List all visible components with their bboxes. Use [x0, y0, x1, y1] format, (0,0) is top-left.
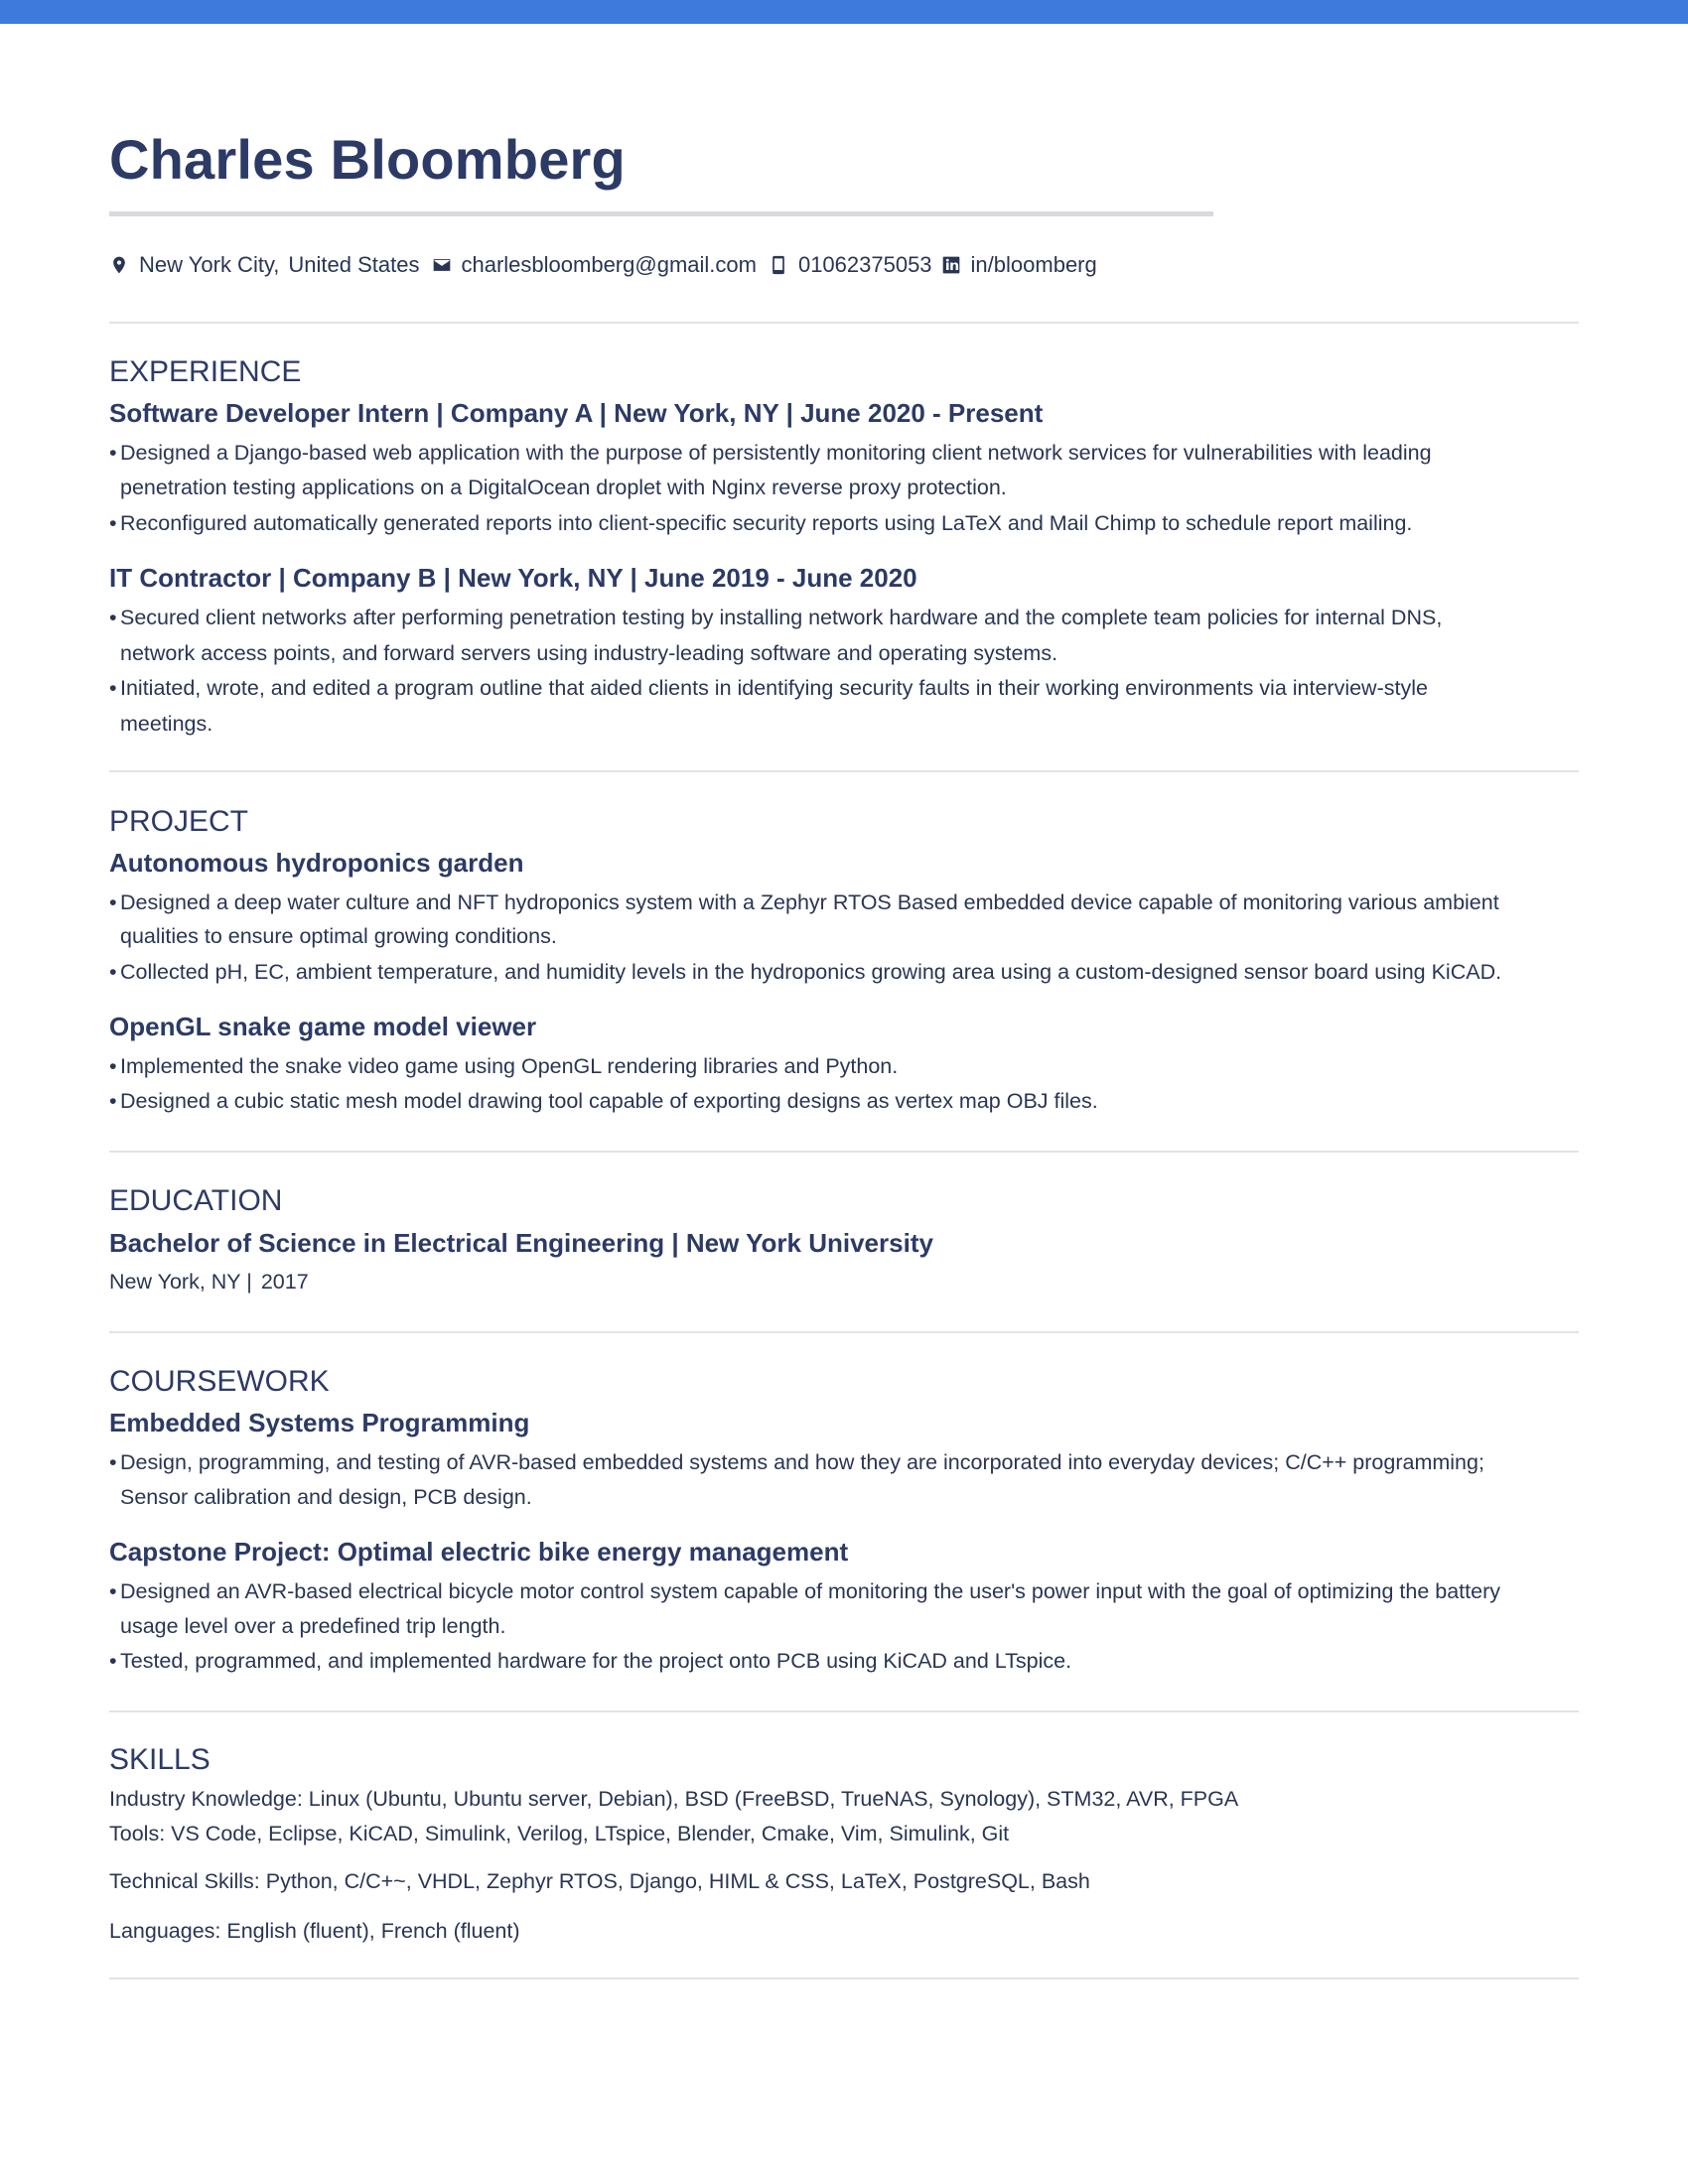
job-bullet-cont: penetration testing applications on a DigitalOcean droplet with Nginx reverse proxy protection.	[120, 476, 1007, 499]
project-bullet-cont: qualities to ensure optimal growing conditions.	[120, 924, 557, 948]
phone-number[interactable]: 01062375053	[797, 252, 932, 277]
job-bullet: • Designed a Django-based web application with the purpose of persistently monitoring client network services for vulnerabilities with leading	[120, 441, 1432, 466]
linkedin-icon	[941, 255, 961, 275]
linkedin[interactable]	[941, 252, 1097, 278]
skills-technical: Technical Skills: Python, C/C+~, VHDL, Zephyr RTOS, Django, HIML & CSS, LaTeX, PostgreSQL, Bash	[109, 1869, 1090, 1893]
course-bullet-cont: Sensor calibration and design, PCB design.	[120, 1485, 532, 1509]
mail-icon	[432, 255, 452, 275]
course-bullet-cont: usage level over a predefined trip length.	[120, 1614, 506, 1638]
coursework-title: COURSEWORK	[109, 1365, 330, 1398]
course-bullet: • Tested, programmed, and implemented hardware for the project onto PCB using KiCAD and LTspice.	[120, 1649, 1071, 1674]
divider	[109, 1978, 1579, 1979]
job-bullet: • Reconfigured automatically generated reports into client-specific security reports using LaTeX and Mail Chimp to schedule report mailing.	[120, 511, 1412, 536]
email[interactable]	[432, 252, 757, 278]
skills-tools: Tools: VS Code, Eclipse, KiCAD, Simulink, Verilog, LTspice, Blender, Cmake, Vim, Simulink, Git	[109, 1822, 1010, 1845]
education-title: EDUCATION	[109, 1184, 283, 1217]
project-bullet: • Implemented the snake video game using OpenGL rendering libraries and Python.	[120, 1054, 898, 1079]
degree-heading: Bachelor of Science in Electrical Engineering | New York University	[109, 1228, 933, 1258]
project-heading: OpenGL snake game model viewer	[109, 1012, 537, 1041]
job-bullet: • Initiated, wrote, and edited a program outline that aided clients in identifying security faults in their working environments via interview-style	[120, 676, 1428, 701]
top-accent-bar	[0, 0, 1688, 24]
candidate-name: Charles Bloomberg	[109, 128, 626, 191]
skills-industry: Industry Knowledge: Linux (Ubuntu, Ubuntu server, Debian), BSD (FreeBSD, TrueNAS, Synology), STM32, AVR, FPGA	[109, 1787, 1239, 1811]
linkedin-handle[interactable]: in/bloomberg	[970, 252, 1097, 277]
email-address[interactable]: charlesbloomberg@gmail.com	[461, 252, 757, 277]
divider	[109, 322, 1579, 324]
location	[109, 252, 420, 278]
job-heading: IT Contractor | Company B | New York, NY | June 2019 - June 2020	[109, 563, 917, 593]
phone-icon	[769, 255, 788, 275]
course-heading: Capstone Project: Optimal electric bike energy management	[109, 1537, 849, 1567]
education-location: New York, NY |	[109, 1270, 252, 1294]
location-pin-icon	[109, 255, 129, 275]
course-heading: Embedded Systems Programming	[109, 1408, 530, 1437]
job-bullet-cont: network access points, and forward servers using industry-leading software and operating systems.	[120, 641, 1058, 665]
divider	[109, 1151, 1579, 1153]
education-year: 2017	[260, 1270, 309, 1294]
name-underline	[109, 211, 1213, 216]
job-heading: Software Developer Intern | Company A | New York, NY | June 2020 - Present	[109, 398, 1044, 428]
location-city: New York City,	[139, 252, 280, 277]
course-bullet: • Designed an AVR-based electrical bicycle motor control system capable of monitoring the user's power input with the goal of optimizing the battery	[120, 1579, 1500, 1604]
location-country: United States	[288, 252, 420, 277]
contact-bar	[109, 250, 1097, 280]
project-title: PROJECT	[109, 805, 249, 838]
job-bullet: • Secured client networks after performing penetration testing by installing network hardware and the complete team policies for internal DNS,	[120, 606, 1442, 630]
project-bullet: • Designed a deep water culture and NFT hydroponics system with a Zephyr RTOS Based embedded device capable of monitoring various ambient	[120, 890, 1499, 915]
divider	[109, 1331, 1579, 1333]
experience-title: EXPERIENCE	[109, 355, 302, 388]
skills-languages: Languages: English (fluent), French (fluent)	[109, 1919, 520, 1943]
course-bullet: • Design, programming, and testing of AVR-based embedded systems and how they are incorporated into everyday devices; C/C++ programming;	[120, 1450, 1484, 1475]
divider	[109, 770, 1579, 772]
job-bullet-cont: meetings.	[120, 712, 213, 736]
project-heading: Autonomous hydroponics garden	[109, 848, 524, 878]
divider	[109, 1710, 1579, 1712]
skills-title: SKILLS	[109, 1743, 211, 1776]
project-bullet: • Designed a cubic static mesh model drawing tool capable of exporting designs as vertex map OBJ files.	[120, 1089, 1098, 1114]
phone[interactable]	[769, 252, 932, 278]
education-meta	[109, 1270, 309, 1295]
project-bullet: • Collected pH, EC, ambient temperature, and humidity levels in the hydroponics growing area using a custom-designed sensor board using KiCAD.	[120, 960, 1501, 985]
